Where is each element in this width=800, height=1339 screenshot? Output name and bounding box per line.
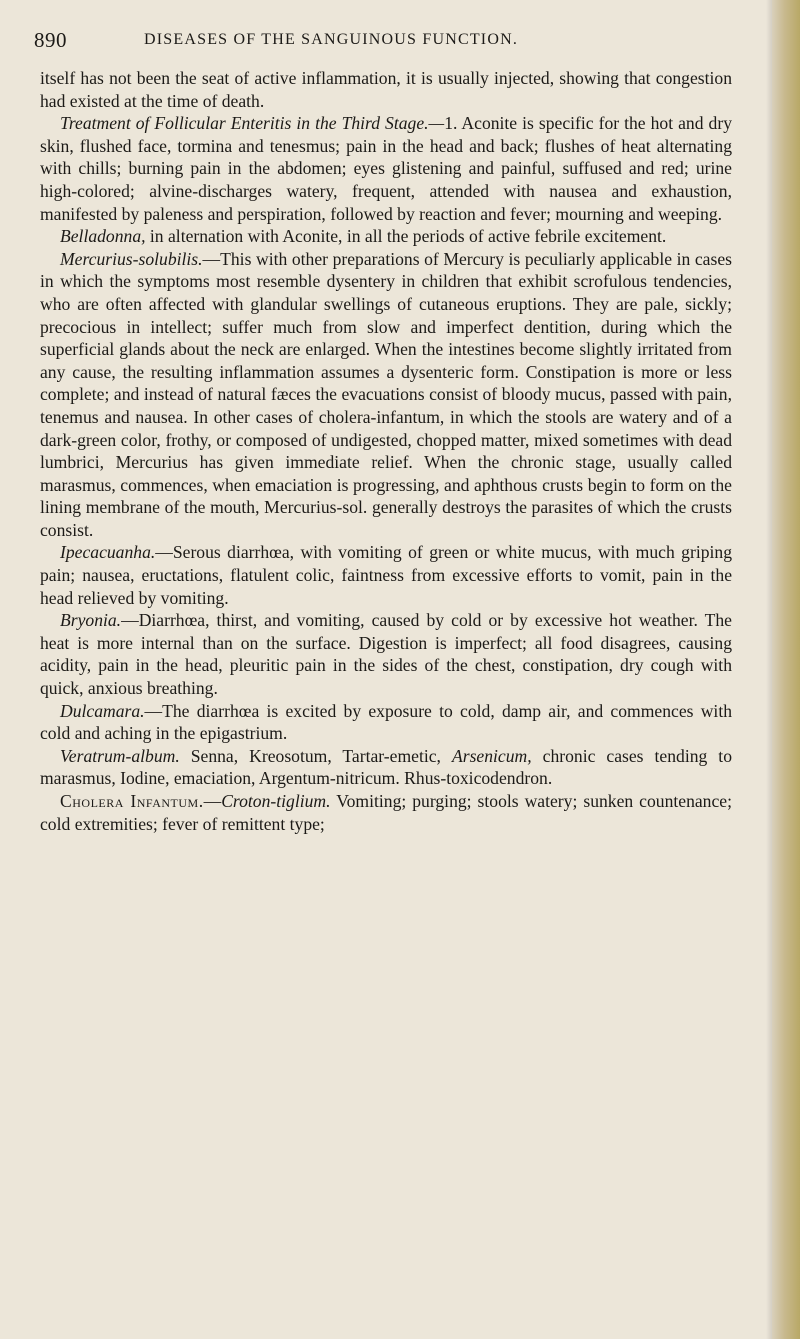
paragraph-dulcamara	[40, 700, 732, 745]
paragraph-bryonia	[40, 609, 732, 699]
paragraph-text: itself has not been the seat of active inflammation, it is usually injected, showing that congestion had existed at the time of death.	[40, 68, 732, 111]
paragraph-mercurius	[40, 248, 732, 542]
body-text	[40, 67, 732, 835]
remedy-name: Mercurius-solubilis.	[60, 248, 203, 269]
paragraph-treatment-heading	[40, 112, 732, 225]
paragraph-text: —	[203, 791, 222, 811]
paragraph-ipecacuanha	[40, 541, 732, 609]
paragraph-veratrum	[40, 745, 732, 790]
paragraph-text: —Diarrhœa, thirst, and vomiting, caused by cold or by excessive hot weather. The heat is more internal than on the surface. Digestion is imperfect; all food disagrees, causing acidity, pain in the head, pleuritic pain in the sides of the chest, constipation, dry cough with quick, anxious breathing.	[40, 610, 732, 699]
section-heading: Treatment of Follicular Enteritis in the Third Stage.—	[60, 113, 445, 134]
remedy-name: Dulcamara.	[60, 700, 145, 721]
paragraph-text: chronic cases tending to marasmus, Iodine, emaciation, Argentum-nitricum. Rhus-toxicodendron.	[40, 745, 732, 789]
paragraph-continuation	[40, 67, 732, 112]
paragraph-text: Vomiting; purging; stools watery; sunken countenance; cold extremities; fever of remittent type;	[40, 791, 732, 834]
book-edge	[772, 0, 800, 1339]
section-heading: Cholera Infantum.	[60, 791, 204, 811]
paragraph-text: Senna, Kreosotum, Tartar-emetic,	[179, 745, 452, 766]
remedy-name: Bryonia.	[60, 610, 122, 631]
page-number: 890	[34, 28, 67, 52]
page-header	[34, 28, 734, 58]
remedy-name: Arsenicum,	[451, 745, 532, 766]
paragraph-text: —Serous diarrhœa, with vomiting of green or white mucus, with much griping pain; nausea, eructations, flatulent colic, faintness from excessive efforts to vomit, pain in the head relieved by vomiting.	[40, 542, 732, 608]
paragraph-text: in alternation with Aconite, in all the periods of active febrile excitement.	[145, 226, 667, 247]
paragraph-belladonna	[40, 225, 732, 248]
remedy-name: Veratrum-album.	[60, 745, 180, 766]
remedy-name: Belladonna,	[60, 226, 146, 247]
paragraph-cholera-infantum	[40, 790, 732, 835]
remedy-name: Croton-tiglium.	[221, 791, 331, 811]
paragraph-text: —The diarrhœa is excited by exposure to cold, damp air, and commences with cold and aching in the epigastrium.	[40, 700, 732, 744]
running-head: DISEASES OF THE SANGUINOUS FUNCTION.	[144, 31, 519, 48]
paragraph-text: 1. Aconite is specific for the hot and dry skin, flushed face, tormina and tenesmus; pain in the head and back; flushes of heat alternating with chills; burning pain in the abdomen; eyes glistening and painful, suffused and red; urine high-colored; alvine-discharges watery, frequent, attended with nausea and exhaustion, manifested by paleness and perspiration, followed by reaction and fever; mourning and weeping.	[40, 113, 732, 224]
paragraph-text: —This with other preparations of Mercury is peculiarly applicable in cases in which the symptoms most resemble dysentery in children that exhibit scrofulous tendencies, who are often affected with glandular swellings of cutaneous eruptions. They are pale, sickly; precocious in intellect; suffer much from slow and imperfect dentition, during which the superficial glands about the neck are enlarged. When the intestines become slightly irritated from any cause, the resulting inflammation assumes a dysenteric form. Constipation is more or less complete; and instead of natural fæces the evacuations consist of bloody mucus, passed with pain, tenemus and nausea. In other cases of cholera-infantum, in which the stools are watery and of a dark-green color, frothy, or composed of undigested, chopped matter, mixed sometimes with dead lumbrici, Mercurius has given immediate relief. When the chronic stage, usually called marasmus, commences, when emaciation is progressing, and aphthous crusts begin to form on the lining membrane of the mouth, Mercurius-sol. generally destroys the parasites of which the crusts consist.	[40, 248, 732, 540]
remedy-name: Ipecacuanha.	[60, 542, 156, 563]
